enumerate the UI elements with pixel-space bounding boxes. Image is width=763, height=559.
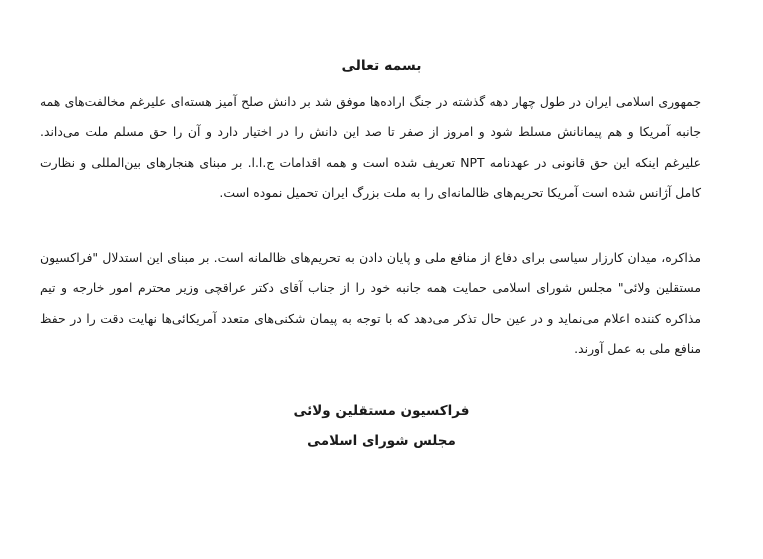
body-paragraph-2: مذاکره، میدان کارزار سیاسی برای دفاع از منافع ملی و پایان دادن به تحریم‌های ظالمانه است. بر مبنای این استدلال "فراکسیون مستقلین ولائی" مجلس شورای اسلامی حمایت همه جانبه خود را از جناب آقای دکتر عراقچی وزیر محترم امور خارجه و تیم مذاکره کننده اعلام می‌نماید و در عین حال تذکر می‌دهد که با توجه به پیمان شکنی‌های متعدد آمریکائی‌ها نهایت دقت را در حفظ منافع ملی به عمل آورند. (40, 250, 701, 357)
document-heading: بسمه تعالی (341, 58, 422, 74)
signature-parliament-name: مجلس شورای اسلامی (307, 433, 456, 449)
signature-fraction-name: فراکسیون مستقلین ولائی (293, 403, 470, 419)
body-paragraph-1: جمهوری اسلامی ایران در طول چهار دهه گذشته در جنگ اراده‌ها موفق شد بر دانش صلح آمیز هسته‌ای علیرغم مخالفت‌های همه جانبه آمریکا و هم پیمانانش مسلط شود و امروز از صفر تا صد این دانش را در اختیار دارد و آن را حق مسلم ملت می‌داند. علیرغم اینکه این حق قانونی در عهدنامه NPT تعریف شده است و همه اقدامات ج.ا.ا. بر مبنای هنجارهای بین‌المللی و نظارت کامل آژانس شده است آمریکا تحریم‌های ظالمانه‌ای را به ملت بزرگ ایران تحمیل نموده است. (40, 94, 702, 201)
